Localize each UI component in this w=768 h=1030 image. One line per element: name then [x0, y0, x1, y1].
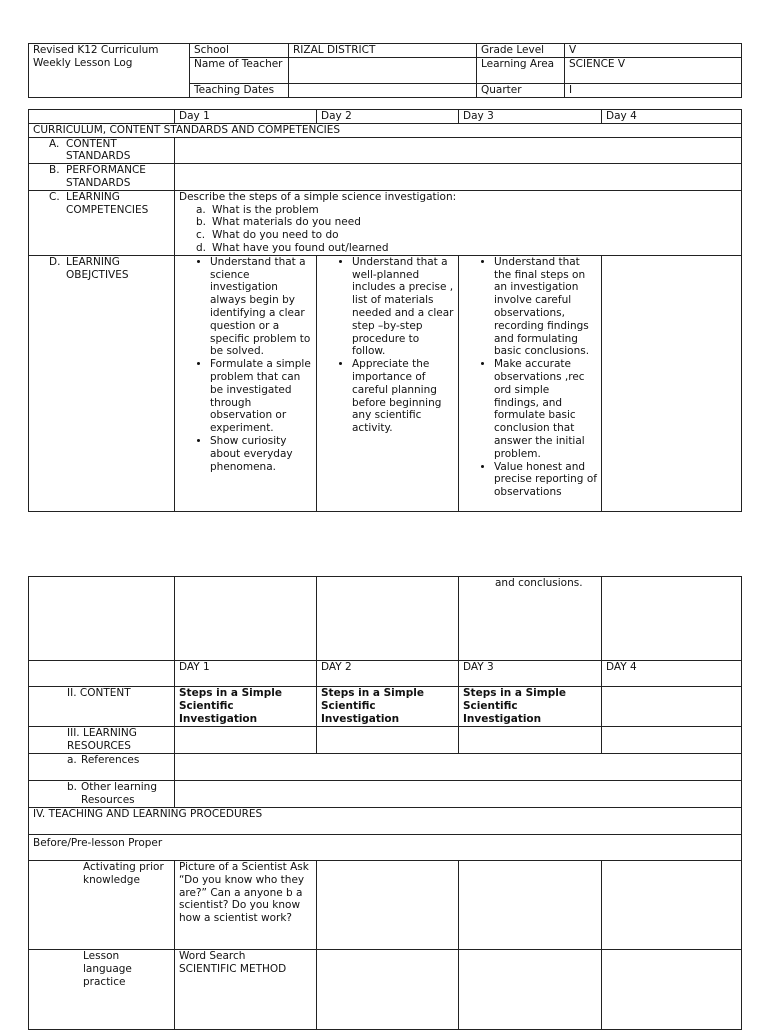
list-item: • Understand that a science investigation always begin by identifying a clear question or a specific problem to be solved. — [210, 256, 312, 358]
day4-header: DAY 4 — [602, 661, 742, 687]
performance-standards-marker: B. — [49, 164, 60, 177]
content-standards-value[interactable] — [175, 137, 742, 164]
section-title-pre-lesson: Before/Pre-lesson Proper — [29, 835, 742, 861]
doc-title: Revised K12 Curriculum Weekly Lesson Log — [29, 44, 190, 98]
list-item: a. What is the problem — [196, 203, 319, 216]
teacher-value[interactable] — [289, 57, 477, 83]
performance-standards-text: PERFORMANCE STANDARDS — [66, 164, 146, 189]
blank-header-cell — [29, 661, 175, 687]
content-day3: Steps in a Simple Scientific Investigation — [459, 687, 602, 727]
activating-day4[interactable] — [602, 861, 742, 950]
grade-label: Grade Level — [477, 44, 565, 58]
list-item: • Understand that a well-planned includes a precise , list of materials needed and a clear step –by-step procedure to follow. — [352, 256, 454, 358]
other-resources-text: Other learning Resources — [81, 781, 157, 806]
learning-objectives-text: LEARNING OBEJCTIVES — [66, 255, 129, 281]
references-label — [29, 754, 175, 781]
learning-competencies-text: LEARNING COMPETENCIES — [66, 190, 149, 216]
scientific-method-text: SCIENTIFIC METHOD — [179, 962, 287, 975]
other-resources-marker: b. — [67, 781, 78, 793]
list-item: • Formulate a simple problem that can be investigated through observation or experiment. — [210, 358, 312, 435]
activating-day1: Picture of a Scientist Ask “Do you know who they are?” Can a anyone b a scientist? Do you know how a scientist work? — [175, 861, 317, 950]
content-standards-marker: A. — [49, 137, 60, 150]
list-item: • Make accurate observations ,rec ord simple findings, and formulate basic conclusion that answer the initial problem. — [494, 358, 597, 460]
objectives-day3 — [459, 255, 602, 511]
procedures-table — [28, 576, 742, 1030]
school-label: School — [190, 44, 289, 58]
objectives-day4[interactable] — [602, 255, 742, 511]
resources-day2[interactable] — [317, 727, 459, 754]
day1-header: Day 1 — [175, 110, 317, 124]
content-standards-label — [29, 137, 175, 164]
word-search-text: Word Search — [179, 950, 246, 962]
learning-competencies-marker: C. — [49, 190, 60, 203]
continuation-day1 — [175, 577, 317, 661]
dates-label: Teaching Dates — [190, 83, 289, 97]
content-day2: Steps in a Simple Scientific Investigation — [317, 687, 459, 727]
language-practice-day3[interactable] — [459, 950, 602, 1030]
day3-header: Day 3 — [459, 110, 602, 124]
content-day4[interactable] — [602, 687, 742, 727]
objectives-day1 — [175, 255, 317, 511]
activating-day3[interactable] — [459, 861, 602, 950]
content-day1: Steps in a Simple Scientific Investigation — [175, 687, 317, 727]
list-item: c. What do you need to do — [196, 229, 339, 242]
list-item: b. What materials do you need — [196, 216, 361, 229]
content-label: II. CONTENT — [29, 687, 175, 727]
objectives-day2 — [317, 255, 459, 511]
day2-header: DAY 2 — [317, 661, 459, 687]
content-standards-text: CONTENT STANDARDS — [66, 137, 131, 163]
section-title-procedures: IV. TEACHING AND LEARNING PROCEDURES — [29, 808, 742, 835]
learning-objectives-marker: D. — [49, 255, 61, 268]
lesson-language-practice-label: Lesson language practice — [29, 950, 175, 1030]
activating-prior-knowledge-label: Activating prior knowledge — [29, 861, 175, 950]
day4-header: Day 4 — [602, 110, 742, 124]
learning-resources-label: III. LEARNING RESOURCES — [29, 727, 175, 754]
area-label: Learning Area — [477, 57, 565, 83]
list-item: • Show curiosity about everyday phenomena. — [210, 435, 312, 473]
school-value[interactable]: RIZAL DISTRICT — [289, 44, 477, 58]
list-item: • Understand that the final steps on an investigation involve careful observations, recording findings and formulating basic conclusions. — [494, 256, 597, 358]
grade-value[interactable]: V — [565, 44, 742, 58]
list-item: d. What have you found out/learned — [196, 241, 389, 254]
header-table — [28, 43, 742, 98]
competencies-list — [179, 204, 737, 255]
references-marker: a. — [67, 754, 77, 766]
dates-value[interactable] — [289, 83, 477, 97]
learning-competencies-value — [175, 190, 742, 255]
quarter-label: Quarter — [477, 83, 565, 97]
resources-day4[interactable] — [602, 727, 742, 754]
other-resources-label — [29, 781, 175, 808]
area-value[interactable]: SCIENCE V — [565, 57, 742, 83]
language-practice-day1 — [175, 950, 317, 1030]
teacher-label: Name of Teacher — [190, 57, 289, 83]
section-title-curriculum: CURRICULUM, CONTENT STANDARDS AND COMPETENCIES — [29, 123, 742, 137]
day1-header: DAY 1 — [175, 661, 317, 687]
competencies-intro: Describe the steps of a simple science investigation: — [179, 190, 457, 203]
learning-objectives-label — [29, 255, 175, 511]
continuation-day4 — [602, 577, 742, 661]
continuation-day3: and conclusions. — [459, 577, 602, 661]
learning-competencies-label — [29, 190, 175, 255]
activating-day2[interactable] — [317, 861, 459, 950]
resources-day1[interactable] — [175, 727, 317, 754]
day2-header: Day 2 — [317, 110, 459, 124]
blank-header-cell — [29, 110, 175, 124]
quarter-value[interactable]: I — [565, 83, 742, 97]
references-value[interactable] — [175, 754, 742, 781]
language-practice-day2[interactable] — [317, 950, 459, 1030]
performance-standards-value[interactable] — [175, 164, 742, 191]
references-text: References — [81, 754, 140, 766]
curriculum-table — [28, 109, 742, 512]
continuation-day2 — [317, 577, 459, 661]
resources-day3[interactable] — [459, 727, 602, 754]
list-item: • Appreciate the importance of careful planning before beginning any scientific activity. — [352, 358, 454, 435]
performance-standards-label — [29, 164, 175, 191]
continuation-blank — [29, 577, 175, 661]
day3-header: DAY 3 — [459, 661, 602, 687]
list-item: • Value honest and precise reporting of observations — [494, 461, 597, 499]
language-practice-day4[interactable] — [602, 950, 742, 1030]
other-resources-value[interactable] — [175, 781, 742, 808]
